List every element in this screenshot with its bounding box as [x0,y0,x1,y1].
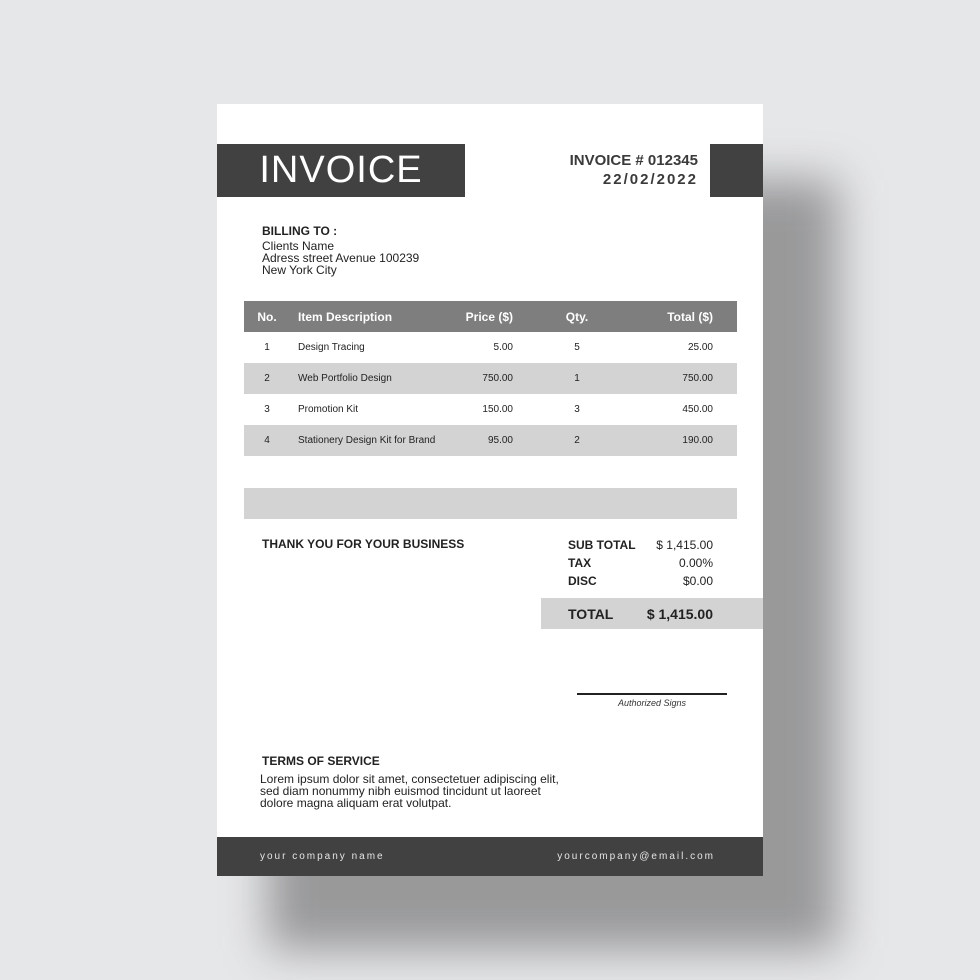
footer-company: your company name [260,851,385,862]
row-no: 4 [264,435,270,446]
signature-label: Authorized Signs [617,698,687,708]
client-name: Clients Name [262,239,335,253]
col-description: Item Description [298,309,393,324]
row-total: 450.00 [682,404,713,415]
total-value: $ 1,415.00 [646,605,713,622]
disc-row [568,572,713,590]
subtotal-label: SUB TOTAL [568,538,636,552]
disc-label: DISC [568,574,597,588]
row-qty: 3 [574,404,580,415]
row-total: 750.00 [682,373,713,384]
row-no: 3 [264,404,270,415]
summary-block [568,536,713,590]
page-footer [217,837,763,876]
table-row [244,332,737,363]
row-qty: 1 [574,373,580,384]
title-banner [217,144,465,197]
row-no: 2 [264,373,270,384]
row-price: 95.00 [487,435,513,446]
col-no: No. [257,309,277,324]
billing-label: BILLING TO : [262,224,338,238]
items-table [244,301,737,456]
table-header [244,301,737,332]
col-qty: Qty. [565,309,589,324]
table-footer-bar [244,488,737,519]
row-qty: 2 [574,435,580,446]
terms-block [260,754,590,809]
row-description: Design Tracing [298,342,365,353]
subtotal-row [568,536,713,554]
invoice-meta [570,152,698,188]
row-total: 25.00 [687,342,713,353]
tax-value: 0.00% [678,556,713,570]
tax-row [568,554,713,572]
row-price: 150.00 [482,404,513,415]
subtotal-value: $ 1,415.00 [656,538,713,552]
row-description: Web Portfolio Design [298,373,392,384]
terms-line-1: Lorem ipsum dolor sit amet, consectetuer adipiscing elit, [260,772,559,786]
tax-label: TAX [568,556,592,570]
invoice-number: INVOICE # 012345 [569,152,698,169]
invoice-page [217,104,763,876]
row-price: 750.00 [482,373,513,384]
total-label: TOTAL [568,605,614,622]
row-qty: 5 [574,342,580,353]
thank-you-note: THANK YOU FOR YOUR BUSINESS [262,537,465,551]
table-row [244,394,737,425]
invoice-title: INVOICE [259,149,423,191]
invoice-date: 22/02/2022 [602,171,698,188]
table-row [244,425,737,456]
row-total: 190.00 [682,435,713,446]
row-price: 5.00 [493,342,513,353]
footer-email: yourcompany@email.com [557,851,715,862]
row-description: Promotion Kit [298,404,359,415]
grand-total-bar [541,598,763,629]
terms-line-3: dolore magna aliquam erat volutpat. [260,796,452,810]
table-row [244,363,737,394]
signature-line [577,693,727,695]
billing-block [262,224,419,276]
client-city: New York City [262,263,337,277]
disc-value: $0.00 [682,574,713,588]
terms-label: TERMS OF SERVICE [262,754,380,768]
header-accent-tab [710,144,763,197]
client-address: Adress street Avenue 100239 [262,251,420,265]
terms-line-2: sed diam nonummy nibh euismod tincidunt ut laoreet [260,784,541,798]
col-total: Total ($) [667,309,713,324]
col-price: Price ($) [465,309,513,324]
row-description: Stationery Design Kit for Brand [298,435,436,446]
row-no: 1 [264,342,270,353]
